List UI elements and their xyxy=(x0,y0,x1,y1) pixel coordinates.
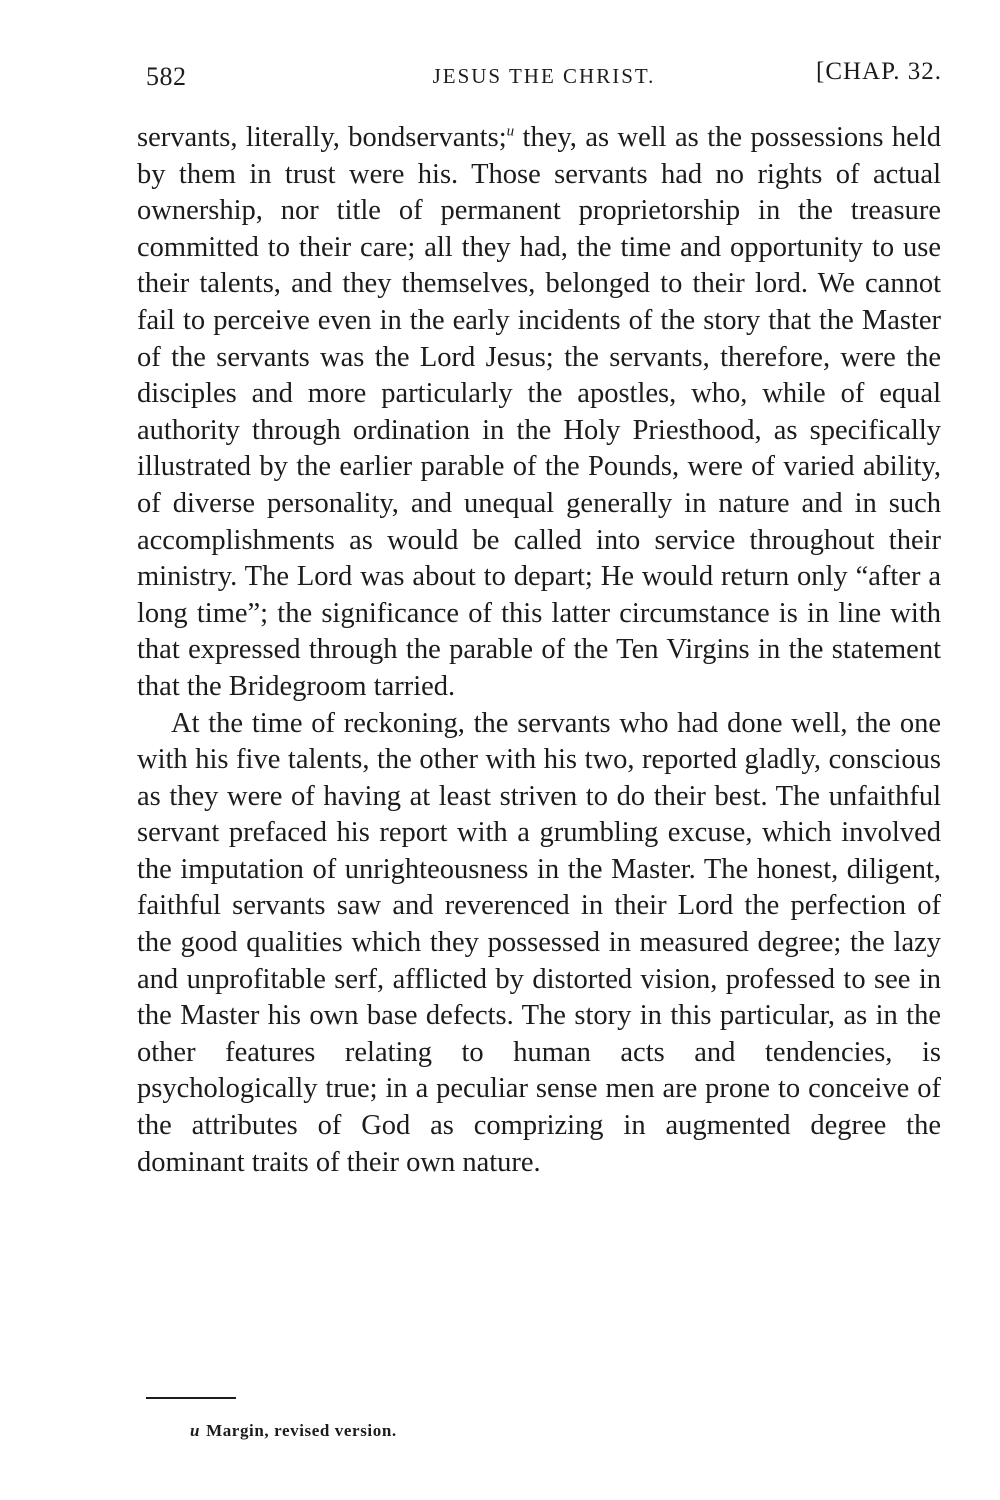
book-title: JESUS THE CHRIST. xyxy=(432,64,656,88)
paragraph-1-lead: servants, literally, bondservants; xyxy=(137,122,507,153)
paragraph-1-rest: they, as well as the possessions held by them in trust were his. Those servants had no rights of actual ownership, nor title of permanent proprietorship in the treasure committed to their care; all they had, the time and opportunity to use their talents, and they themselves, belonged to their lord. We cannot fail to perceive even in the early incidents of the story that the Master of the servants was the Lord Jesus; the servants, therefore, were the disciples and more particularly the apostles, who, while of equal authority through ordination in the Holy Priesthood, as specifically illustrated by the earlier parable of the Pounds, were of varied ability, of diverse personality, and unequal generally in nature and in such accomplishments as would be called into service throughout their ministry. The Lord was about to depart; He would return only “after a long time”; the significance of this latter circumstance is in line with that expressed through the parable of the Ten Virgins in the statement that the Bridegroom tarried. xyxy=(137,122,941,702)
chapter-reference: [CHAP. 32. xyxy=(816,58,942,85)
running-header xyxy=(146,56,942,96)
footnote-divider xyxy=(146,1397,236,1399)
footnote-reference: u xyxy=(506,123,515,140)
footnote xyxy=(190,1421,397,1441)
body-text xyxy=(137,120,941,1181)
footnote-mark: u xyxy=(190,1421,201,1440)
footnote-text: Margin, revised version. xyxy=(206,1421,397,1440)
paragraph-1 xyxy=(137,120,941,706)
page-number: 582 xyxy=(146,62,187,91)
paragraph-2: At the time of reckoning, the servants who had done well, the one with his five talents, the other with his two, reported gladly, conscious as they were of having at least striven to do their best. The unfaithful servant prefaced his report with a grumbling excuse, which involved the imputation of unrighteousness in the Master. The honest, diligent, faithful servants saw and reverenced in their Lord the perfection of the good qualities which they possessed in measured degree; the lazy and unprofitable serf, afflicted by distorted vision, professed to see in the Master his own base defects. The story in this particular, as in the other features relating to human acts and tendencies, is psychologically true; in a peculiar sense men are prone to conceive of the attributes of God as comprizing in augmented degree the dominant traits of their own nature. xyxy=(137,707,941,1178)
